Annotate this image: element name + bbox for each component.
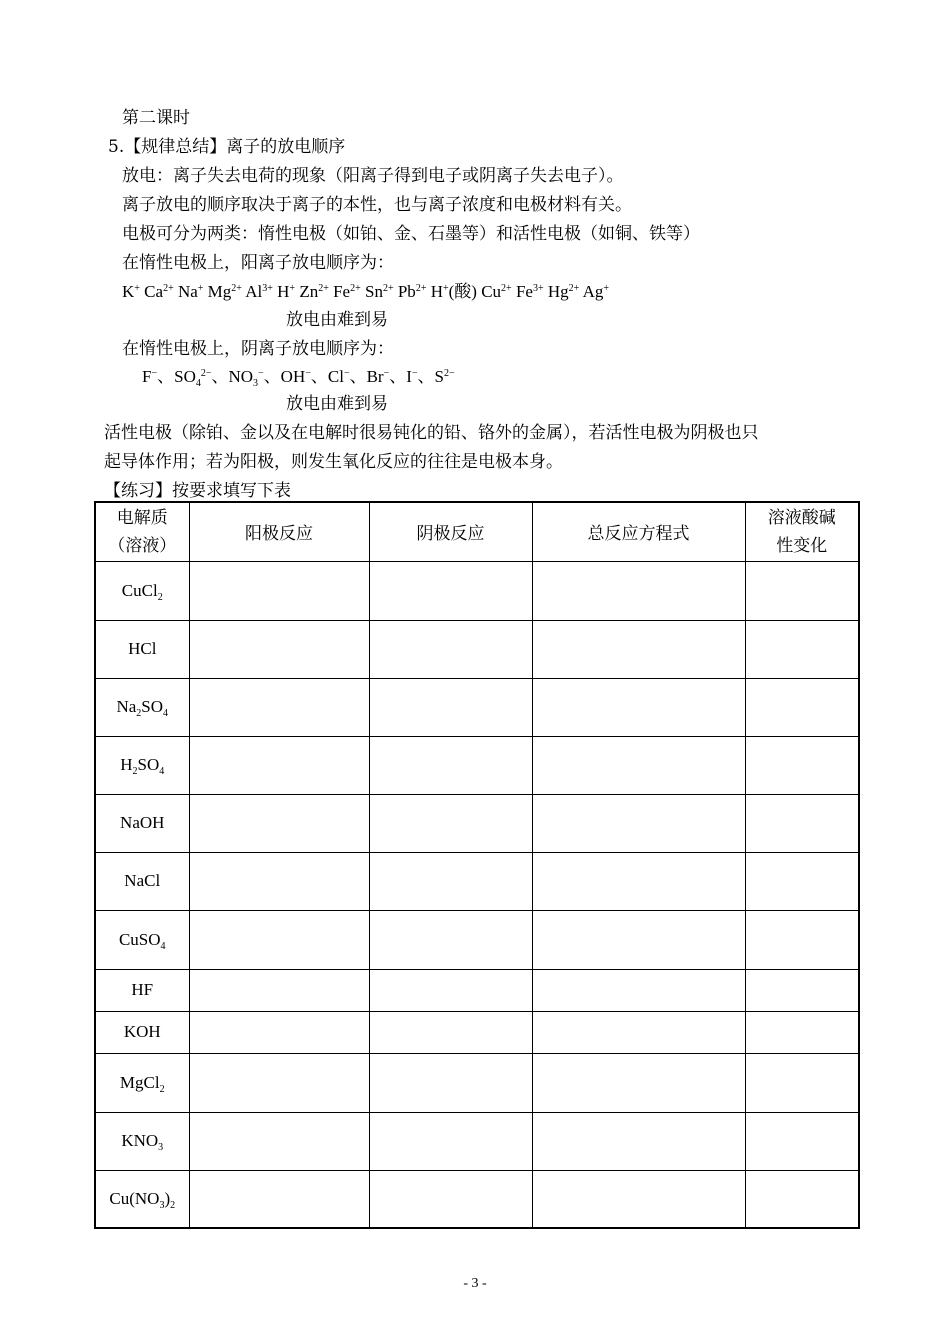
anode-cell[interactable] bbox=[189, 794, 369, 852]
active-electrode-text-2: 起导体作用；若为阳极，则发生氧化反应的往往是电极本身。 bbox=[104, 452, 563, 472]
header-anode-reaction: 阳极反应 bbox=[189, 502, 369, 561]
cation-ion: $Sn^{2+}$ bbox=[364, 282, 394, 301]
cation-ion: Na+ bbox=[177, 282, 204, 301]
electrolyte-cell: MgCl$_2$ bbox=[95, 1053, 189, 1112]
overall-cell[interactable] bbox=[532, 852, 745, 910]
overall-cell[interactable] bbox=[532, 1170, 745, 1228]
order-depends-text: 离子放电的顺序取决于离子的本性，也与离子浓度和电极材料有关。 bbox=[122, 195, 632, 215]
discharge-definition: 放电：离子失去电荷的现象（阳离子得到电子或阴离子失去电子）。 bbox=[122, 166, 624, 186]
electrolyte-cell: HCl bbox=[95, 620, 189, 678]
anode-cell[interactable] bbox=[189, 1112, 369, 1170]
anode-cell[interactable] bbox=[189, 969, 369, 1011]
electrolyte-cell: $Cu(NO_3)_2$ bbox=[95, 1170, 189, 1228]
cathode-cell[interactable] bbox=[369, 1011, 532, 1053]
cation-sequence bbox=[122, 281, 609, 303]
overall-cell[interactable] bbox=[532, 678, 745, 736]
section-heading: 5.【规律总结】离子的放电顺序 bbox=[108, 137, 346, 157]
cathode-cell[interactable] bbox=[369, 1112, 532, 1170]
section-bracket-title: 【规律总结】 bbox=[124, 137, 227, 157]
cation-ion: H+ bbox=[277, 282, 296, 301]
table-row bbox=[95, 1112, 859, 1170]
electrolyte-cell: $H_2SO_4$ bbox=[95, 736, 189, 794]
header-cathode-reaction: 阴极反应 bbox=[369, 502, 532, 561]
anode-cell[interactable] bbox=[189, 910, 369, 969]
anode-cell[interactable] bbox=[189, 1170, 369, 1228]
acidity-cell[interactable] bbox=[745, 678, 859, 736]
cathode-cell[interactable] bbox=[369, 794, 532, 852]
cation-ion: $Ca^{2+}$ bbox=[144, 282, 174, 301]
cation-order-intro: 在惰性电极上，阳离子放电顺序为： bbox=[122, 253, 394, 273]
table-row bbox=[95, 1011, 859, 1053]
cathode-cell[interactable] bbox=[369, 561, 532, 620]
overall-cell[interactable] bbox=[532, 561, 745, 620]
overall-cell[interactable] bbox=[532, 736, 745, 794]
cathode-cell[interactable] bbox=[369, 620, 532, 678]
practice-bracket: 【练习】 bbox=[104, 481, 172, 501]
electrolyte-cell: HF bbox=[95, 969, 189, 1011]
cation-ion: $Cu^{2+}$ bbox=[481, 282, 512, 301]
header-overall-equation: 总反应方程式 bbox=[532, 502, 745, 561]
electrolyte-cell: NaCl bbox=[95, 852, 189, 910]
table-header-row bbox=[95, 502, 859, 561]
practice-text: 按要求填写下表 bbox=[172, 481, 291, 501]
overall-cell[interactable] bbox=[532, 1053, 745, 1112]
electrolyte-cell: NaOH bbox=[95, 794, 189, 852]
cathode-cell[interactable] bbox=[369, 969, 532, 1011]
anion-order-intro: 在惰性电极上，阴离子放电顺序为： bbox=[122, 339, 394, 359]
page-number: - 3 - bbox=[463, 1276, 487, 1291]
cation-ion: $Zn^{2+}$ bbox=[299, 282, 329, 301]
electrolyte-cell: KOH bbox=[95, 1011, 189, 1053]
acidity-cell[interactable] bbox=[745, 620, 859, 678]
acidity-cell[interactable] bbox=[745, 910, 859, 969]
electrolyte-cell: $Na_2SO_4$ bbox=[95, 678, 189, 736]
cation-ion: $Pb^{2+}$ bbox=[397, 282, 427, 301]
table-row bbox=[95, 1053, 859, 1112]
table-row bbox=[95, 852, 859, 910]
anion-sequence: F−、$SO_4^{2-}$、$NO_3^-$、OH−、Cl−、Br−、I−、$S^{2-}$ bbox=[142, 367, 455, 389]
electrolysis-table bbox=[94, 501, 860, 1229]
acidity-cell[interactable] bbox=[745, 794, 859, 852]
cathode-cell[interactable] bbox=[369, 678, 532, 736]
table-row bbox=[95, 678, 859, 736]
cation-ion: $Al^{3+}$ bbox=[245, 282, 273, 301]
acidity-cell[interactable] bbox=[745, 1053, 859, 1112]
anode-cell[interactable] bbox=[189, 1011, 369, 1053]
electrolyte-cell: $KNO_3$ bbox=[95, 1112, 189, 1170]
acidity-cell[interactable] bbox=[745, 1112, 859, 1170]
anode-cell[interactable] bbox=[189, 852, 369, 910]
cation-order-note: 放电由难到易 bbox=[286, 310, 388, 330]
overall-cell[interactable] bbox=[532, 794, 745, 852]
acidity-cell[interactable] bbox=[745, 561, 859, 620]
acidity-cell[interactable] bbox=[745, 1170, 859, 1228]
practice-heading bbox=[104, 480, 291, 502]
cation-ion: Ag+ bbox=[582, 282, 609, 301]
cation-ion: $Mg^{2+}$ bbox=[207, 282, 242, 301]
overall-cell[interactable] bbox=[532, 910, 745, 969]
acidity-cell[interactable] bbox=[745, 969, 859, 1011]
cation-ion: $Fe^{3+}$ bbox=[515, 282, 544, 301]
overall-cell[interactable] bbox=[532, 1011, 745, 1053]
overall-cell[interactable] bbox=[532, 1112, 745, 1170]
cation-ion: H+(酸) bbox=[430, 282, 477, 301]
electrolyte-cell: CuCl$_2$ bbox=[95, 561, 189, 620]
anode-cell[interactable] bbox=[189, 561, 369, 620]
header-electrolyte: 电解质 （溶液） bbox=[95, 502, 189, 561]
acidity-cell[interactable] bbox=[745, 1011, 859, 1053]
cation-ion: $Hg^{2+}$ bbox=[547, 282, 580, 301]
section-title: 离子的放电顺序 bbox=[226, 137, 346, 157]
table-row bbox=[95, 561, 859, 620]
table-row bbox=[95, 1170, 859, 1228]
anion-order-note: 放电由难到易 bbox=[286, 394, 388, 414]
acidity-cell[interactable] bbox=[745, 736, 859, 794]
table-row bbox=[95, 736, 859, 794]
electrode-types-text: 电极可分为两类：惰性电极（如铂、金、石墨等）和活性电极（如铜、铁等） bbox=[122, 224, 700, 244]
table-row bbox=[95, 794, 859, 852]
cathode-cell[interactable] bbox=[369, 1053, 532, 1112]
anode-cell[interactable] bbox=[189, 678, 369, 736]
cathode-cell[interactable] bbox=[369, 910, 532, 969]
lesson-title: 第二课时 bbox=[122, 108, 190, 128]
anode-cell[interactable] bbox=[189, 736, 369, 794]
overall-cell[interactable] bbox=[532, 620, 745, 678]
table-row bbox=[95, 910, 859, 969]
anode-cell[interactable] bbox=[189, 1053, 369, 1112]
overall-cell[interactable] bbox=[532, 969, 745, 1011]
section-number: 5 bbox=[108, 137, 119, 157]
table-row bbox=[95, 620, 859, 678]
cation-ion: $Fe^{2+}$ bbox=[333, 282, 361, 301]
active-electrode-text-1: 活性电极（除铂、金以及在电解时很易钝化的铅、铬外的金属），若活性电极为阴极也只 bbox=[104, 423, 759, 443]
electrolyte-cell: CuSO$_4$ bbox=[95, 910, 189, 969]
header-acidity-change: 溶液酸碱 性变化 bbox=[745, 502, 859, 561]
cation-ion: K+ bbox=[122, 282, 140, 301]
cathode-cell[interactable] bbox=[369, 1170, 532, 1228]
anode-cell[interactable] bbox=[189, 620, 369, 678]
cathode-cell[interactable] bbox=[369, 852, 532, 910]
cathode-cell[interactable] bbox=[369, 736, 532, 794]
table-row bbox=[95, 969, 859, 1011]
acidity-cell[interactable] bbox=[745, 852, 859, 910]
